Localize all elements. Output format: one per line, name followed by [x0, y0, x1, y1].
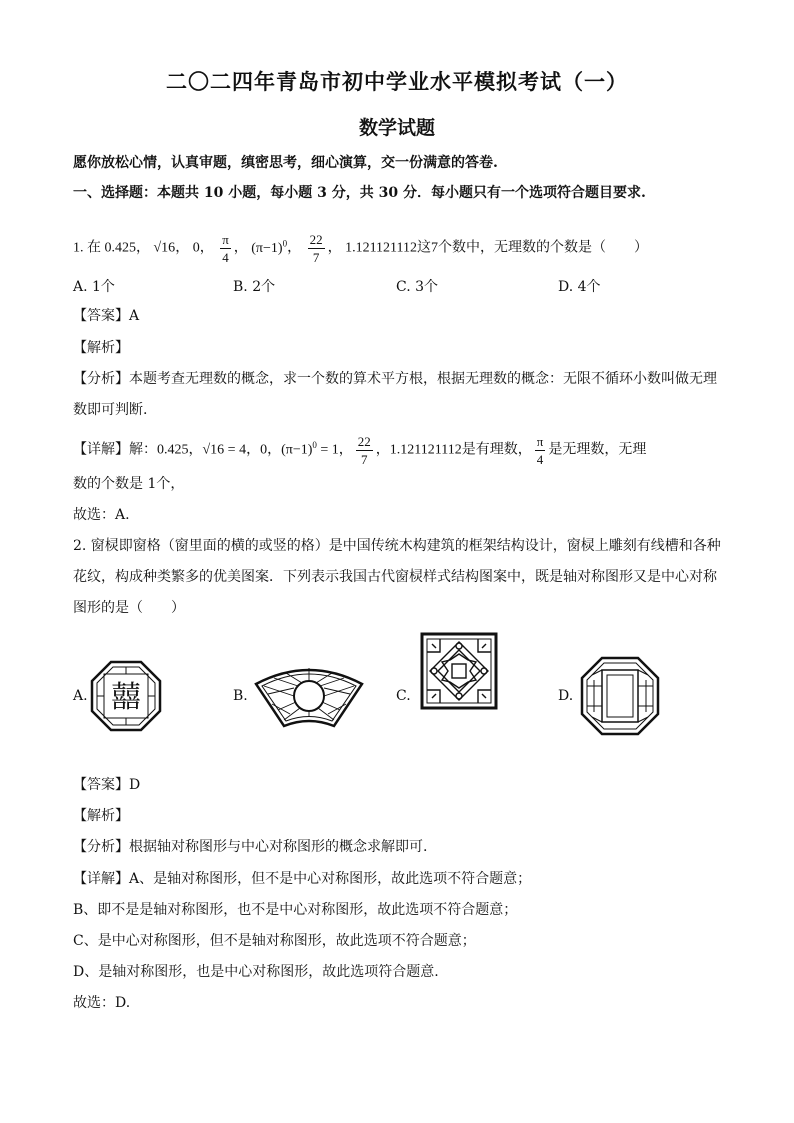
q1-option-c[interactable]: C. 3个 — [396, 279, 439, 295]
q1-suffix: 这7个数中，无理数的个数是（ ） — [417, 240, 649, 256]
q1-fenxi: 【分析】本题考查无理数的概念，求一个数的算术平方根，根据无理数的概念：无限不循环小数叫做无理 — [73, 371, 717, 387]
exam-subtitle: 数学试题 — [358, 117, 435, 139]
q1-option-d[interactable]: D. 4个 — [558, 279, 601, 295]
q1-zero: 0 — [192, 240, 200, 256]
q2-detail-d: D、是轴对称图形，也是中心对称图形，故此选项符合题意. — [73, 964, 439, 980]
wish-line: 愿你放松心情，认真审题，缜密思考，细心演算，交一份满意的答卷. — [73, 155, 498, 171]
q1-option-a[interactable]: A. 1个 — [73, 279, 115, 295]
exam-title: 二〇二四年青岛市初中学业水平模拟考试（一） — [166, 69, 628, 94]
q2-analysis-tag: 【解析】 — [73, 808, 129, 824]
q2-label-a[interactable]: A. — [73, 688, 88, 704]
double-happiness-glyph: 囍 — [111, 680, 141, 715]
q1-detail-cont: 数的个数是 1个， — [73, 476, 185, 492]
q2-detail-a: 【详解】A、是轴对称图形，但不是中心对称图形，故此选项不符合题意； — [73, 871, 532, 887]
q2-detail-c: C、是中心对称图形，但不是轴对称图形，故此选项不符合题意； — [73, 933, 476, 949]
q1-prefix: 1. 在 — [73, 240, 101, 256]
window-figure-d — [580, 656, 660, 736]
q1-fenxi-cont: 数即可判断. — [73, 402, 148, 418]
q2-detail-b: B、即不是是轴对称图形，也不是中心对称图形，故此选项不符合题意； — [73, 902, 518, 918]
q1-repeating-decimal: 0.425 — [104, 240, 136, 256]
q1-choose: 故选：A. — [73, 507, 130, 523]
window-figure-c — [420, 632, 498, 710]
q1-power: $(\pi-1)^0$ — [251, 238, 288, 256]
q2-stem-1: 2. 窗棂即窗格（窗里面的横的或竖的格）是中国传统木构建筑的框架结构设计，窗棂上雕刻有线槽和各种 — [73, 538, 721, 554]
q1-sqrt16: √16 — [153, 240, 176, 256]
q2-stem-3: 图形的是（ ） — [73, 600, 185, 616]
q2-label-c[interactable]: C. — [396, 688, 411, 704]
q1-option-b[interactable]: B. 2个 — [233, 279, 276, 295]
q1-analysis-tag: 【解析】 — [73, 340, 129, 356]
section-heading: 一、选择题：本题共 10 小题，每小题 3 分，共 30 分．每小题只有一个选项符合题目要求. — [73, 185, 646, 201]
q1-long-number: 1.121121112 — [345, 240, 418, 256]
q2-fenxi: 【分析】根据轴对称图形与中心对称图形的概念求解即可. — [73, 839, 428, 855]
q1-22-over-7: $\frac{22}{7}$ — [309, 231, 323, 265]
window-figure-b — [254, 664, 364, 728]
window-figure-a — [90, 660, 162, 732]
q2-answer: 【答案】D — [73, 777, 141, 793]
q1-stem: 1. 在 0.425， √16， 0， $\frac{\pi}{4}$ ， $(\pi-1)^0$， $\frac{22}{7}$ ， 1.121121112这7个数中，无理数的个数是（ ） — [73, 231, 649, 265]
q2-stem-2: 花纹，构成种类繁多的优美图案．下列表示我国古代窗棂样式结构图案中，既是轴对称图形又是中心对称 — [73, 569, 717, 585]
q1-pi-over-4: $\frac{\pi}{4}$ — [222, 231, 229, 265]
q2-label-d[interactable]: D. — [558, 688, 574, 704]
q1-detail: 【详解】解：0.425，√16 = 4，0，$(\pi-1)^0 = 1$， $\frac{22}{7}$ ，1.121121112是有理数， $\frac{\pi}{4}$ 是无理数，无理 — [73, 433, 647, 467]
q1-answer: 【答案】A — [73, 308, 140, 324]
q2-label-b[interactable]: B. — [233, 688, 248, 704]
q2-choose: 故选：D. — [73, 995, 131, 1011]
